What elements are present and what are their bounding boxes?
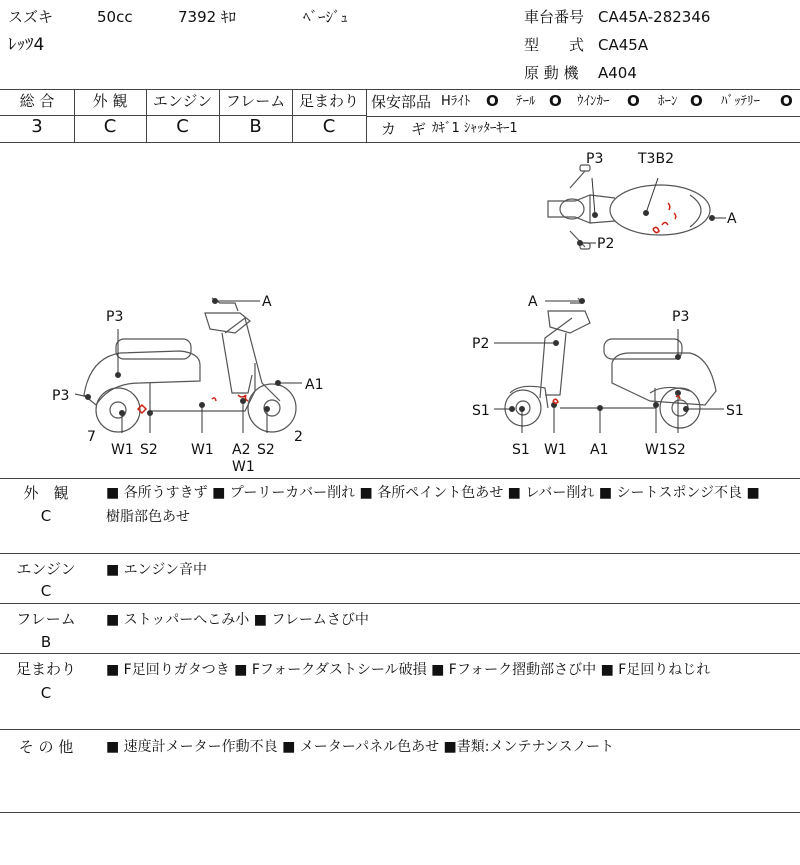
safety-item-taillight: ﾃｰﾙ (516, 94, 536, 109)
label-top-p2: P2 (597, 236, 615, 252)
remark-grade: C (40, 507, 52, 525)
type-value: CA45A (598, 36, 649, 54)
label-left-a: A (262, 294, 272, 310)
safety-mark-horn: O (690, 92, 703, 110)
grade-engine: C (176, 116, 189, 137)
divider (0, 729, 800, 730)
mileage: 7392 ｷﾛ (178, 8, 236, 26)
grade-suspension: C (322, 116, 336, 137)
remark-line: ■ エンジン音中 (106, 562, 207, 578)
grade-exterior: C (103, 116, 117, 137)
grade-header-exterior: 外 観 (92, 92, 128, 110)
frame-number-label: 車台番号 (524, 8, 585, 26)
remark-category: 足まわり (15, 660, 76, 678)
safety-parts-label: 保安部品 (371, 93, 432, 111)
maker: スズキ (8, 8, 54, 26)
scooter-damage-diagram (0, 143, 800, 478)
grade-overall: 3 (31, 116, 43, 137)
remark-line: ■ ストッパーへこみ小 ■ フレームさび中 (106, 612, 369, 628)
safety-mark-taillight: O (549, 92, 562, 110)
grade-header-overall: 総 合 (19, 92, 55, 110)
label-right-s1-right: S1 (726, 403, 744, 419)
grade-header-frame: フレーム (225, 92, 286, 110)
label-right-w1-rear: W1 (645, 442, 668, 458)
remark-grade: C (40, 684, 52, 702)
safety-mark-battery: O (780, 92, 793, 110)
frame-number: CA45A-282346 (598, 8, 711, 26)
engine-model: A404 (598, 64, 637, 82)
label-left-p3-rear: P3 (52, 388, 70, 404)
remark-line: 樹脂部色あせ (106, 509, 190, 525)
grade-header-engine: エンジン (152, 92, 213, 110)
divider (0, 478, 800, 479)
model-name: ﾚｯﾂ4 (8, 35, 45, 55)
scooter-top-view (548, 165, 710, 249)
remark-grade: B (40, 633, 52, 651)
label-left-w1-mid: W1 (191, 442, 214, 458)
label-left-a1: A1 (305, 377, 324, 393)
label-left-s2-rear: S2 (257, 442, 275, 458)
label-right-s1-bottom: S1 (512, 442, 530, 458)
safety-item-battery: ﾊﾞｯﾃﾘｰ (721, 94, 760, 109)
label-top-p3: P3 (586, 151, 604, 167)
label-right-a1: A1 (590, 442, 609, 458)
label-right-s2: S2 (668, 442, 686, 458)
divider (0, 89, 800, 90)
remark-category: 外 観 (23, 484, 69, 502)
grade-header-suspension: 足まわり (298, 92, 359, 110)
label-left-w1-low: W1 (232, 459, 255, 475)
body-color: ﾍﾞｰｼﾞｭ (303, 8, 349, 26)
label-right-p3: P3 (672, 309, 690, 325)
type-label: 型 式 (524, 36, 585, 54)
label-left-seven: 7 (87, 429, 96, 445)
displacement: 50cc (97, 8, 133, 26)
label-top-t3b2: T3B2 (638, 151, 674, 167)
key-value: ｶｷﾞ1 ｼｬｯﾀｰｷｰ1 (432, 121, 518, 136)
safety-item-winker: ｳｲﾝｶｰ (577, 94, 610, 109)
label-left-two: 2 (294, 429, 303, 445)
remark-line: ■ 各所うすきず ■ プーリーカバー削れ ■ 各所ペイント色あせ ■ レバー削れ ■ シートスポンジ不良 ■ (106, 485, 760, 501)
remark-grade: C (40, 582, 52, 600)
label-top-a: A (727, 211, 737, 227)
divider (366, 116, 800, 117)
engine-model-label: 原 動 機 (524, 64, 579, 82)
safety-mark-winker: O (627, 92, 640, 110)
label-right-p2: P2 (472, 336, 490, 352)
divider (0, 812, 800, 813)
divider (0, 603, 800, 604)
label-right-s1-left: S1 (472, 403, 490, 419)
remark-category: フレーム (16, 610, 76, 628)
remark-line: ■ F足回りガタつき ■ Fフォークダストシール破損 ■ Fフォーク摺動部さび中 ■ F足回りねじれ (106, 662, 711, 678)
divider (366, 89, 367, 142)
key-label: カ ギ (381, 120, 427, 138)
label-right-a: A (528, 294, 538, 310)
label-left-w1-front: W1 (111, 442, 134, 458)
remark-line: ■ 速度計メーター作動不良 ■ メーターパネル色あせ ■書類:メンテナンスノート (106, 739, 614, 755)
remark-category: エンジン (16, 560, 76, 578)
divider (0, 653, 800, 654)
label-left-p3-top: P3 (106, 309, 124, 325)
label-right-w1-front: W1 (544, 442, 567, 458)
safety-item-horn: ﾎｰﾝ (658, 94, 678, 109)
safety-item-headlight: Hﾗｲﾄ (441, 94, 471, 109)
remark-category: そ の 他 (18, 738, 74, 756)
grade-frame: B (249, 116, 262, 137)
label-left-a2: A2 (232, 442, 251, 458)
divider (0, 553, 800, 554)
safety-mark-headlight: O (486, 92, 499, 110)
label-left-s2-front: S2 (140, 442, 158, 458)
